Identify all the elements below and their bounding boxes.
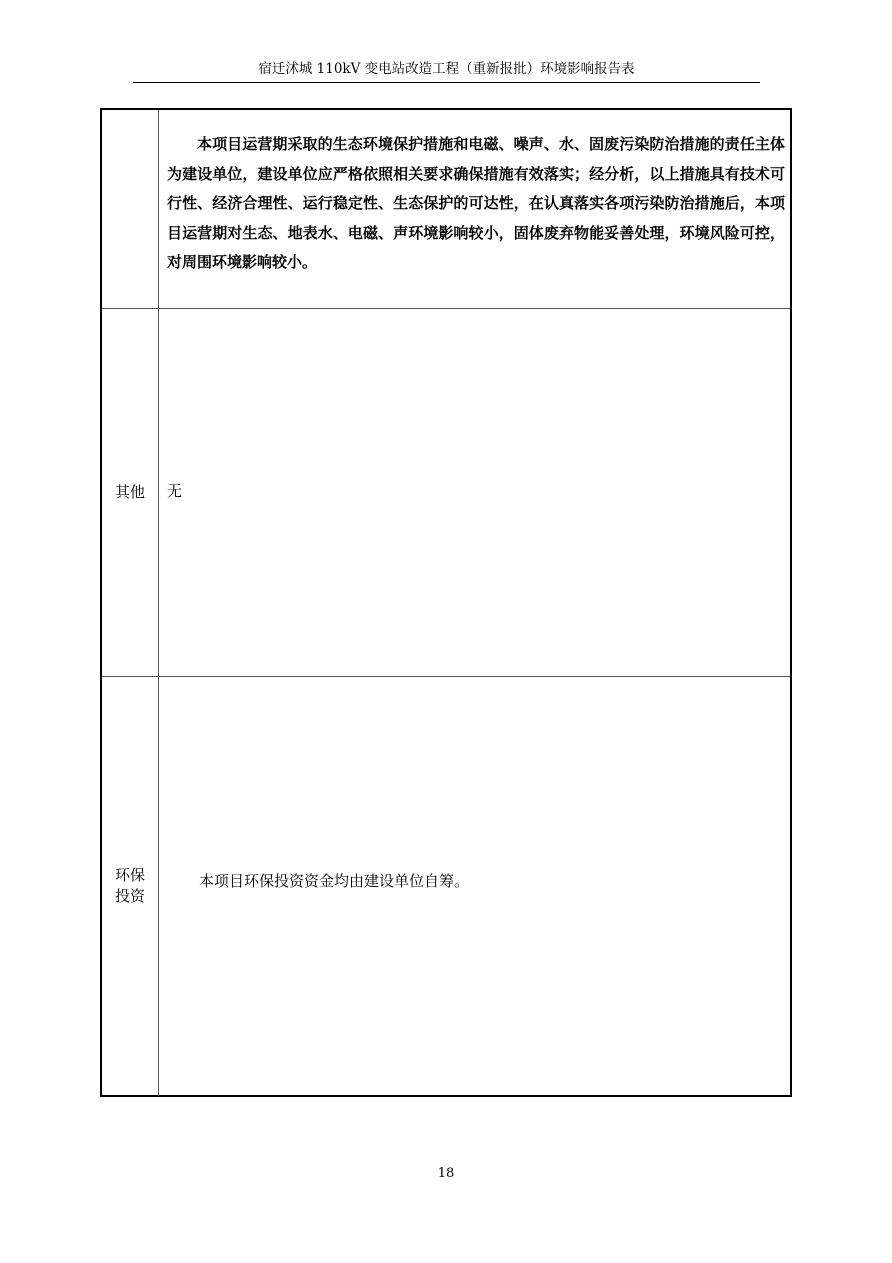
- row-content-measures: [159, 110, 790, 308]
- investment-text: 本项目环保投资资金均由建设单位自筹。: [199, 872, 470, 890]
- page-header-title: 宿迁沭城 110kV 变电站改造工程（重新报批）环境影响报告表: [258, 61, 635, 77]
- other-value: 无: [167, 482, 183, 500]
- report-table: [100, 108, 792, 1097]
- table-row-other: [102, 309, 790, 677]
- header-rule: [133, 82, 760, 83]
- table-row-investment: [102, 677, 790, 1095]
- row-content-investment: [159, 677, 790, 1095]
- table-row-measures: [102, 110, 790, 309]
- measures-paragraph: 本项目运营期采取的生态环境保护措施和电磁、噪声、水、固废污染防治措施的责任主体为建设单位，建设单位应严格依照相关要求确保措施有效落实；经分析，以上措施具有技术可行性、经济合理性、运行稳定性、生态保护的可达性，在认真落实各项污染防治措施后，本项目运营期对生态、地表水、电磁、声环境影响较小，固体废弃物能妥善处理，环境风险可控，对周围环境影响较小。: [167, 135, 785, 271]
- row-label-other: 其他: [114, 483, 145, 501]
- investment-label-line-2: 投资: [114, 887, 145, 905]
- row-label-empty: [102, 110, 158, 308]
- row-label-investment: [102, 677, 158, 1095]
- investment-label-line-1: 环保: [114, 866, 145, 884]
- row-content-other: [159, 309, 790, 676]
- page-number: 18: [437, 1166, 455, 1181]
